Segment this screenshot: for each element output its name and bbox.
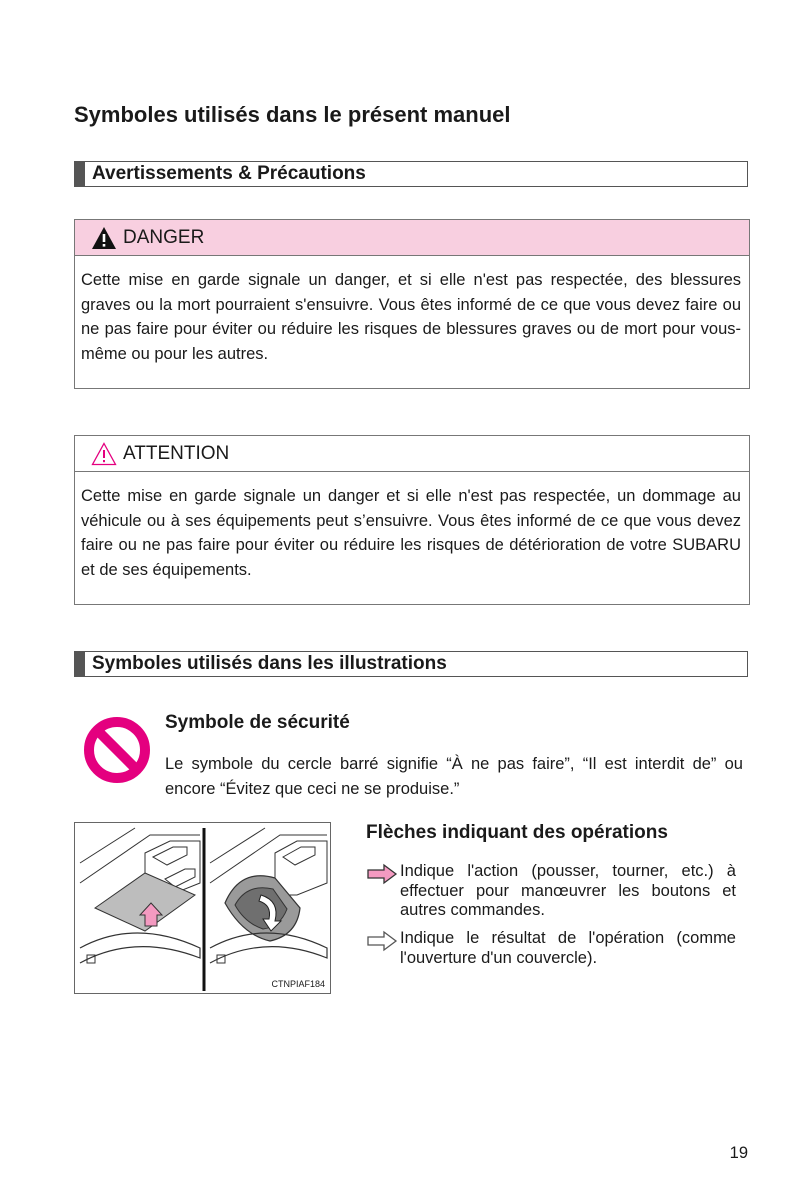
section-label: Avertissements & Précautions	[92, 163, 366, 184]
pink-arrow-icon	[366, 863, 398, 885]
danger-header	[75, 220, 749, 256]
illustration-code: CTNPIAF184	[271, 979, 325, 989]
section-tab	[75, 162, 85, 186]
overhead-console-drawing	[75, 823, 331, 994]
danger-title: DANGER	[123, 226, 205, 248]
attention-warning-icon	[91, 442, 117, 466]
arrow-item-action	[366, 862, 736, 921]
attention-header	[75, 436, 749, 472]
section-header-illustrations	[74, 651, 748, 677]
white-arrow-icon	[366, 930, 398, 952]
arrow-item-result	[366, 929, 736, 968]
safety-text: Le symbole du cercle barré signifie “À ne pas faire”, “Il est interdit de” ou encore “Évitez que ceci ne se produise.”	[165, 755, 743, 798]
page-title: Symboles utilisés dans le présent manuel	[74, 102, 511, 127]
operation-illustration	[74, 822, 331, 994]
danger-box	[74, 219, 750, 389]
page-number: 19	[729, 1144, 748, 1162]
arrow-action-text: Indique l'action (pousser, tourner, etc.) à effectuer pour manœuvrer les boutons et autres commandes.	[400, 862, 736, 919]
prohibition-icon	[82, 715, 152, 785]
attention-box	[74, 435, 750, 605]
safety-title: Symbole de sécurité	[165, 712, 350, 733]
section-tab	[75, 652, 85, 676]
danger-text: Cette mise en garde signale un danger, et si elle n'est pas respectée, des blessures graves ou la mort pourraient s'ensuivre. Vous êtes informé de ce que vous devez faire ou ne pas faire pour éviter ou réduire les risques de blessures graves ou de mort pour vous-même ou pour les autres.	[81, 271, 741, 363]
danger-warning-icon	[91, 226, 117, 250]
attention-text: Cette mise en garde signale un danger et si elle n'est pas respectée, un dommage au véhicule ou à ses équipements peut s’ensuivre. Vous êtes informé de ce que vous devez faire ou ne pas faire pour éviter ou réduire les risques de détérioration de votre SUBARU et de ses équipements.	[81, 487, 741, 579]
section-label: Symboles utilisés dans les illustrations	[92, 653, 447, 674]
arrow-result-text: Indique le résultat de l'opération (comme l'ouverture d'un couvercle).	[400, 929, 736, 967]
attention-title: ATTENTION	[123, 442, 230, 464]
arrows-title: Flèches indiquant des opérations	[366, 822, 668, 843]
section-header-warnings	[74, 161, 748, 187]
